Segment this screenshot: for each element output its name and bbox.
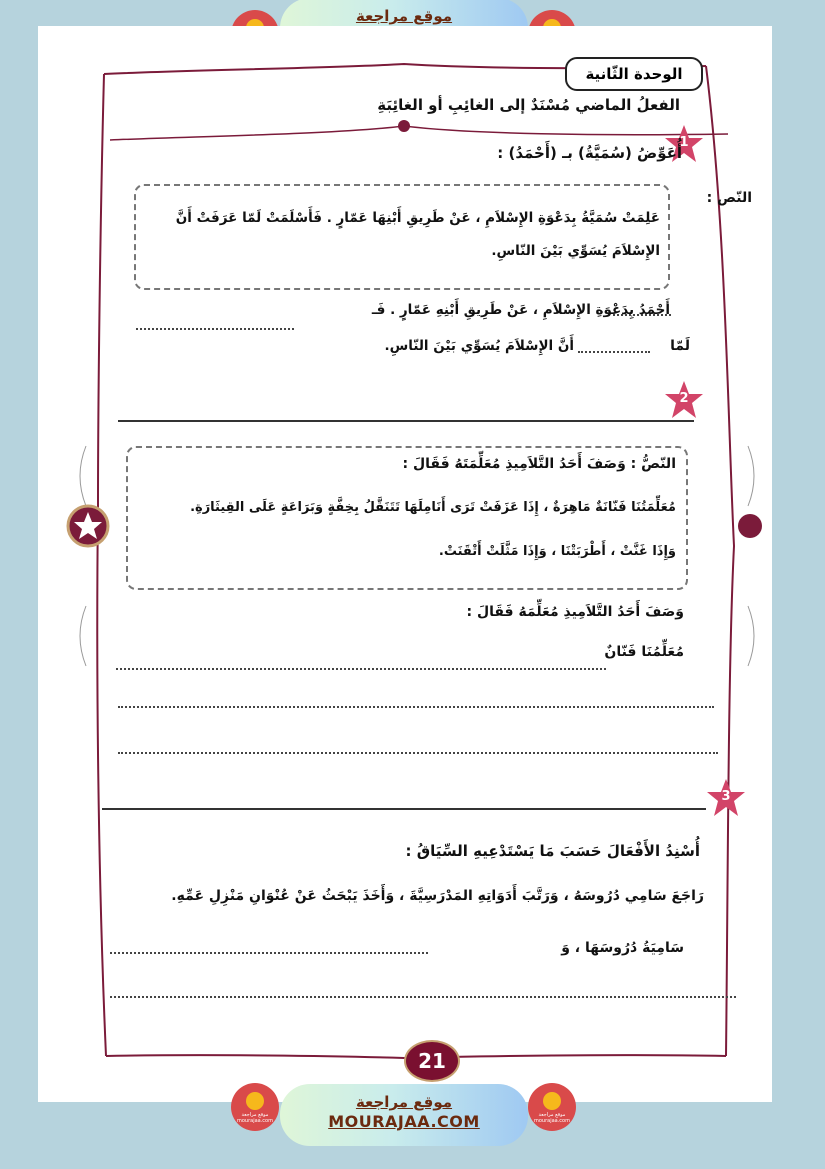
exercise-1-answer-lamma: لَمّا: [670, 338, 690, 354]
exercise-1-text-line1: عَلِمَتْ سُمَيَّةُ بِدَعْوَةِ الإِسْلاَمِ ، عَنْ طَرِيقِ أَبْنِهَا عَمّارٍ . فَأَسْلَمَتْ لَمّا عَرَفَتْ أَنَّ: [175, 210, 660, 226]
exercise-2-star-icon: 2: [664, 380, 704, 420]
exercise-1-text-box: [134, 184, 670, 290]
exercise-3-answer-start: سَامِيَةُ دُرُوسَهَا ، وَ: [561, 940, 684, 956]
exercise-1-text-label: النّص :: [706, 190, 752, 206]
site-logo-left-bottom: موقع مراجعة mourajaa.com: [231, 1083, 279, 1131]
site-banner-bottom[interactable]: [280, 1084, 528, 1146]
site-name-arabic: موقع مراجعة: [355, 7, 453, 25]
exercise-2-box-intro: النّصُّ : وَصَفَ أَحَدُ التَّلاَمِيذِ مُعَلِّمَتَهُ فَقَالَ :: [402, 456, 676, 472]
exercise-3-answer-line-2[interactable]: [110, 996, 736, 998]
exercise-2-task-intro: وَصَفَ أَحَدُ التَّلاَمِيذِ مُعَلِّمَهُ فَقَالَ :: [466, 604, 684, 620]
exercise-3-answer-blank-1[interactable]: [110, 952, 428, 954]
section-divider-1: [118, 420, 694, 422]
exercise-2-box-line1: مُعَلِّمَتُنَا فَنّانَةٌ مَاهِرَةٌ ، إِذَا عَزَفَتْ تَرَى أَنَامِلَهَا تَتَنَقَّلُ بِخِفَّةٍ وَبَرَاعَةٍ عَلَى القِيثَارَةِ.: [190, 500, 676, 515]
lesson-title: الفعلُ الماضي مُسْنَدٌ إلى الغائِبِ أو الغائِبَةِ: [377, 96, 680, 114]
page-number: 21: [404, 1040, 460, 1082]
unit-label: الوحدة الثّانية: [565, 57, 703, 91]
exercise-3-text: رَاجَعَ سَامِي دُرُوسَهُ ، وَرَتَّبَ أَدَوَاتِهِ المَدْرَسِيَّةَ ، وَأَخَذَ يَبْحَثُ عَنْ عُنْوَانِ مَنْزِلِ عَمِّهِ.: [171, 888, 704, 904]
site-domain: MOURAJAA.COM: [328, 1112, 480, 1131]
site-name-arabic: موقع مراجعة: [355, 1093, 453, 1111]
exercise-2-box-line2: وَإِذَا غَنَّتْ ، أَطْرَبَتْنَا ، وَإِذَا مَثَّلَتْ أَتْقَنَتْ.: [438, 544, 676, 559]
exercise-2-answer-line-1[interactable]: [116, 668, 606, 670]
exercise-1-answer-blank-2[interactable]: [136, 328, 294, 330]
exercise-2-answer-line-3[interactable]: [118, 752, 718, 754]
site-logo-right-bottom: موقع مراجعة mourajaa.com: [528, 1083, 576, 1131]
section-divider-2: [102, 808, 706, 810]
exercise-1-text-line2: الإِسْلاَمَ يُسَوِّي بَيْنَ النّاسِ.: [491, 243, 660, 259]
exercise-3-star-icon: 3: [706, 778, 746, 818]
exercise-1-star-icon: 1: [664, 124, 704, 164]
exercise-1-answer-line1: أَحْمَدُ بِدَعْوَةِ الإِسْلاَمِ ، عَنْ طَرِيقِ أَبْنِهِ عَمّارٍ . فَـ: [371, 302, 670, 318]
exercise-3-instruction: أُسْنِدُ الأَفْعَالَ حَسَبَ مَا يَسْتَدْعِيهِ السِّيَاقُ :: [405, 842, 700, 860]
exercise-1-instruction: أُعَوِّضُ (سُمَيَّةُ) بـ (أَحْمَدُ) :: [497, 144, 682, 162]
exercise-2-answer-start: مُعَلِّمُنَا فَنّانٌ: [604, 644, 684, 660]
worksheet-page: [38, 26, 772, 1102]
exercise-2-answer-line-2[interactable]: [118, 706, 714, 708]
exercise-1-answer-blank-3[interactable]: [578, 351, 650, 353]
exercise-1-answer-line2: أَنَّ الإِسْلاَمَ يُسَوِّي بَيْنَ النّاسِ.: [384, 338, 574, 354]
